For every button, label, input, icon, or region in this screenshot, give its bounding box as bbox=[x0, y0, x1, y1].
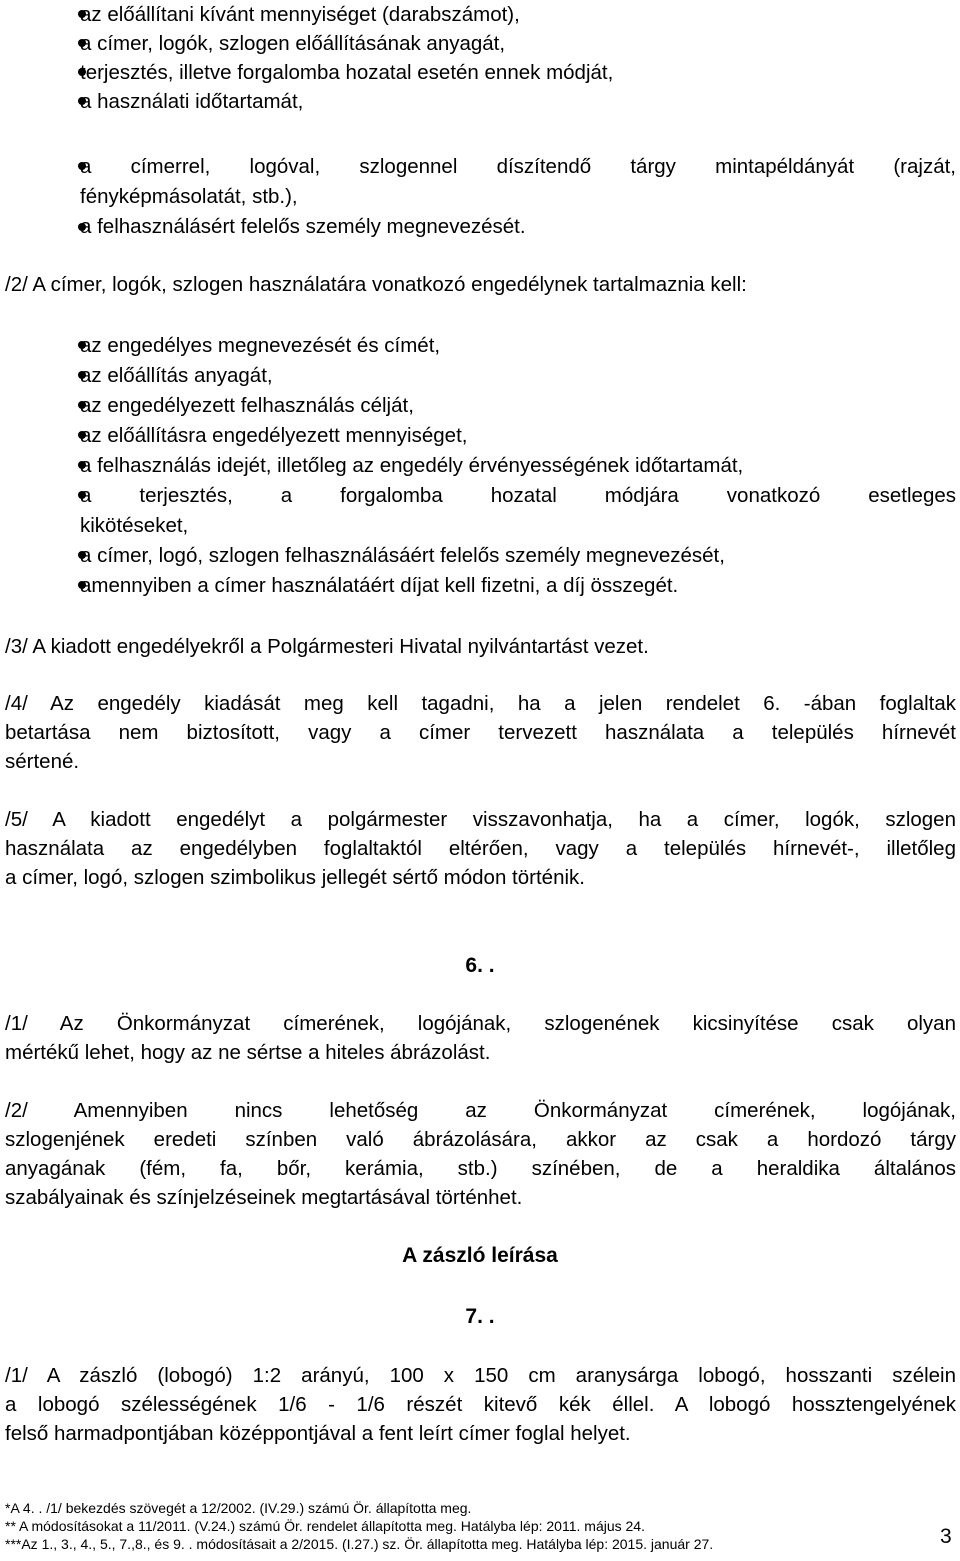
flag-description-heading: A zászló leírása bbox=[402, 1244, 558, 1267]
paragraph-line: /2/ Amennyiben nincs lehetőség az Önkormányzat címerének, logójának, bbox=[5, 1099, 956, 1122]
section-6-heading: 6. . bbox=[465, 954, 495, 977]
paragraph-line: sértené. bbox=[5, 750, 80, 773]
paragraph-line: anyagának (fém, fa, bőr, kerámia, stb.) színében, de a heraldika általános bbox=[5, 1157, 956, 1180]
footnote: ***Az 1., 3., 4., 5., 7.,8., és 9. . módosításait a 2/2015. (I.27.) sz. Ör. állapította meg. Hatályba lép: 2015. január 27. bbox=[5, 1536, 714, 1552]
list-item-sample-line1: a címerrel, logóval, szlogennel díszítendő tárgy mintapéldányát (rajzát, bbox=[80, 155, 956, 178]
footnote: ** A módosításokat a 11/2011. (V.24.) számú Ör. rendelet állapította meg. Hatályba lép: 2011. május 24. bbox=[5, 1518, 645, 1534]
paragraph-line: felső harmadpontjában középpontjával a fent leírt címer foglal helyet. bbox=[5, 1422, 631, 1445]
section-7-heading: 7. . bbox=[465, 1305, 495, 1328]
paragraph-line: mértékű lehet, hogy az ne sértse a hiteles ábrázolást. bbox=[5, 1041, 491, 1064]
page-number: 3 bbox=[940, 1525, 952, 1548]
list-item-distribution-line1: a terjesztés, a forgalomba hozatal módjára vonatkozó esetleges bbox=[80, 484, 956, 507]
paragraph-line: /5/ A kiadott engedélyt a polgármester visszavonhatja, ha a címer, logók, szlogen bbox=[5, 808, 956, 831]
paragraph-2 bbox=[5, 270, 956, 299]
section-6-paragraph-2 bbox=[5, 1096, 956, 1212]
list-item: az engedélyes megnevezését és címét, bbox=[80, 334, 441, 357]
list-item: terjesztés, illetve forgalomba hozatal esetén ennek módját, bbox=[80, 61, 614, 84]
list-item: a felhasználás idejét, illetőleg az engedély érvényességének időtartamát, bbox=[80, 454, 744, 477]
paragraph-line: a lobogó szélességének 1/6 - 1/6 részét kitevő kék éllel. A lobogó hossztengelyének bbox=[5, 1393, 956, 1416]
list-item: az előállítani kívánt mennyiséget (darabszámot), bbox=[80, 3, 520, 26]
list-item: a használati időtartamát, bbox=[80, 90, 304, 113]
section-6-paragraph-1 bbox=[5, 1009, 956, 1067]
paragraph-4 bbox=[5, 689, 956, 776]
paragraph-5 bbox=[5, 805, 956, 892]
paragraph-line: /2/ A címer, logók, szlogen használatára vonatkozó engedélynek tartalmaznia kell: bbox=[5, 273, 747, 296]
section-7-paragraph-1 bbox=[5, 1361, 956, 1448]
list-item: a címer, logó, szlogen felhasználásáért felelős személy megnevezését, bbox=[80, 544, 725, 567]
paragraph-3 bbox=[5, 632, 956, 661]
paragraph-line: szabályainak és színjelzéseinek megtartásával történhet. bbox=[5, 1186, 523, 1209]
list-item: az előállításra engedélyezett mennyiséget, bbox=[80, 424, 468, 447]
list-item: amennyiben a címer használatáért díjat kell fizetni, a díj összegét. bbox=[80, 574, 679, 597]
paragraph-line: szlogenjének eredeti színben való ábrázolására, akkor az csak a hordozó tárgy bbox=[5, 1128, 956, 1151]
list-item: a felhasználásért felelős személy megnevezését. bbox=[80, 215, 526, 238]
list-item-distribution-line2: kikötéseket, bbox=[80, 514, 189, 537]
paragraph-line: /4/ Az engedély kiadását meg kell tagadni, ha a jelen rendelet 6. -ában foglaltak bbox=[5, 692, 956, 715]
paragraph-line: használata az engedélyben foglaltaktól eltérően, vagy a település hírnevét-, illetőleg bbox=[5, 837, 956, 860]
list-item: a címer, logók, szlogen előállításának anyagát, bbox=[80, 32, 506, 55]
paragraph-line: /1/ Az Önkormányzat címerének, logójának, szlogenének kicsinyítése csak olyan bbox=[5, 1012, 956, 1035]
paragraph-line: /3/ A kiadott engedélyekről a Polgármesteri Hivatal nyilvántartást vezet. bbox=[5, 635, 649, 658]
paragraph-line: a címer, logó, szlogen szimbolikus jellegét sértő módon történik. bbox=[5, 866, 585, 889]
paragraph-line: betartása nem biztosított, vagy a címer tervezett használata a település hírnevét bbox=[5, 721, 956, 744]
list-item: az előállítás anyagát, bbox=[80, 364, 273, 387]
footnote: *A 4. . /1/ bekezdés szövegét a 12/2002. (IV.29.) számú Ör. állapította meg. bbox=[5, 1500, 472, 1516]
paragraph-line: /1/ A zászló (lobogó) 1:2 arányú, 100 x 150 cm aranysárga lobogó, hosszanti szélein bbox=[5, 1364, 956, 1387]
list-item: az engedélyezett felhasználás célját, bbox=[80, 394, 414, 417]
list-item-sample-line2: fényképmásolatát, stb.), bbox=[80, 185, 298, 208]
